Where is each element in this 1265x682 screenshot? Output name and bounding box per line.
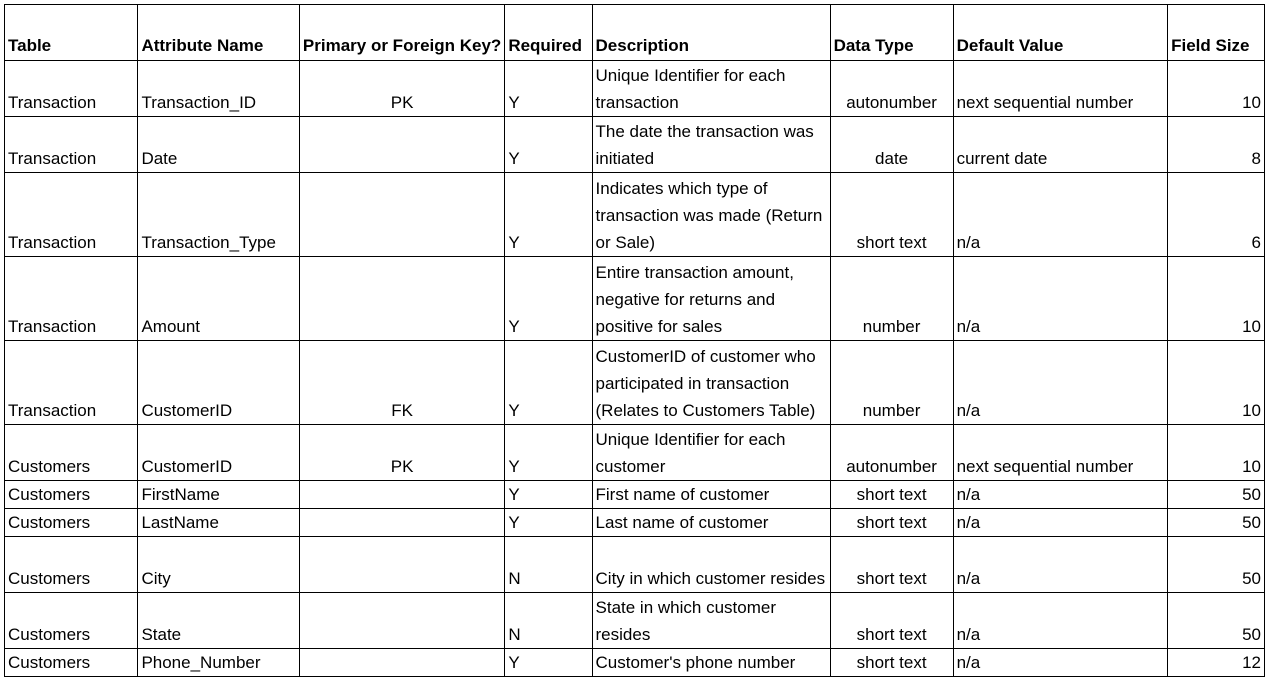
column-header-table: Table — [5, 5, 138, 61]
cell-key: FK — [299, 341, 504, 425]
column-header-attribute-name: Attribute Name — [138, 5, 299, 61]
cell-description: CustomerID of customer who participated in transaction (Relates to Customers Table) — [592, 341, 830, 425]
cell-attribute: CustomerID — [138, 425, 299, 481]
cell-data-type: short text — [830, 481, 953, 509]
cell-attribute: Transaction_ID — [138, 61, 299, 117]
cell-description: The date the transaction was initiated — [592, 117, 830, 173]
cell-field-size: 10 — [1168, 257, 1265, 341]
cell-attribute: State — [138, 593, 299, 649]
cell-required: Y — [505, 649, 592, 677]
column-header-default-value: Default Value — [953, 5, 1168, 61]
cell-default-value: n/a — [953, 509, 1168, 537]
cell-description: Customer's phone number — [592, 649, 830, 677]
cell-default-value: n/a — [953, 649, 1168, 677]
cell-default-value: n/a — [953, 537, 1168, 593]
column-header-data-type: Data Type — [830, 5, 953, 61]
column-header-description: Description — [592, 5, 830, 61]
cell-key — [299, 649, 504, 677]
cell-field-size: 12 — [1168, 649, 1265, 677]
cell-required: Y — [505, 61, 592, 117]
cell-data-type: number — [830, 341, 953, 425]
table-row — [5, 537, 1265, 593]
cell-data-type: autonumber — [830, 61, 953, 117]
cell-default-value: n/a — [953, 341, 1168, 425]
table-row — [5, 61, 1265, 117]
table-row — [5, 173, 1265, 257]
cell-attribute: City — [138, 537, 299, 593]
cell-table: Transaction — [5, 257, 138, 341]
cell-table: Transaction — [5, 61, 138, 117]
table-row — [5, 481, 1265, 509]
cell-data-type: short text — [830, 537, 953, 593]
cell-table: Customers — [5, 481, 138, 509]
cell-default-value: current date — [953, 117, 1168, 173]
cell-required: Y — [505, 117, 592, 173]
column-header-required: Required — [505, 5, 592, 61]
cell-table: Customers — [5, 537, 138, 593]
cell-data-type: short text — [830, 173, 953, 257]
cell-data-type: number — [830, 257, 953, 341]
cell-data-type: short text — [830, 649, 953, 677]
cell-field-size: 10 — [1168, 425, 1265, 481]
data-dictionary-table — [4, 4, 1265, 677]
cell-key — [299, 537, 504, 593]
cell-description: State in which customer resides — [592, 593, 830, 649]
cell-data-type: short text — [830, 593, 953, 649]
data-dictionary — [4, 4, 1265, 677]
cell-attribute: FirstName — [138, 481, 299, 509]
cell-table: Transaction — [5, 173, 138, 257]
cell-default-value: n/a — [953, 481, 1168, 509]
cell-field-size: 10 — [1168, 341, 1265, 425]
cell-table: Customers — [5, 593, 138, 649]
header-row — [5, 5, 1265, 61]
cell-default-value: next sequential number — [953, 61, 1168, 117]
cell-key: PK — [299, 61, 504, 117]
cell-data-type: short text — [830, 509, 953, 537]
cell-attribute: CustomerID — [138, 341, 299, 425]
cell-required: Y — [505, 509, 592, 537]
cell-default-value: n/a — [953, 257, 1168, 341]
cell-default-value: next sequential number — [953, 425, 1168, 481]
cell-description: Entire transaction amount, negative for returns and positive for sales — [592, 257, 830, 341]
table-row — [5, 649, 1265, 677]
table-row — [5, 593, 1265, 649]
cell-required: N — [505, 537, 592, 593]
cell-key — [299, 509, 504, 537]
table-row — [5, 341, 1265, 425]
cell-description: Last name of customer — [592, 509, 830, 537]
table-row — [5, 117, 1265, 173]
cell-attribute: Date — [138, 117, 299, 173]
cell-description: Unique Identifier for each transaction — [592, 61, 830, 117]
cell-table: Customers — [5, 649, 138, 677]
cell-required: N — [505, 593, 592, 649]
cell-data-type: date — [830, 117, 953, 173]
cell-description: Indicates which type of transaction was made (Return or Sale) — [592, 173, 830, 257]
cell-table: Transaction — [5, 117, 138, 173]
cell-key — [299, 173, 504, 257]
column-header-field-size: Field Size — [1168, 5, 1265, 61]
cell-field-size: 50 — [1168, 593, 1265, 649]
cell-attribute: Transaction_Type — [138, 173, 299, 257]
cell-field-size: 6 — [1168, 173, 1265, 257]
cell-field-size: 10 — [1168, 61, 1265, 117]
table-row — [5, 425, 1265, 481]
cell-table: Customers — [5, 425, 138, 481]
cell-key — [299, 117, 504, 173]
cell-field-size: 50 — [1168, 509, 1265, 537]
cell-data-type: autonumber — [830, 425, 953, 481]
cell-table: Customers — [5, 509, 138, 537]
cell-field-size: 8 — [1168, 117, 1265, 173]
column-header-key: Primary or Foreign Key? — [299, 5, 504, 61]
table-row — [5, 257, 1265, 341]
cell-attribute: Amount — [138, 257, 299, 341]
cell-field-size: 50 — [1168, 481, 1265, 509]
cell-key — [299, 257, 504, 341]
cell-default-value: n/a — [953, 173, 1168, 257]
cell-key — [299, 593, 504, 649]
cell-description: First name of customer — [592, 481, 830, 509]
cell-field-size: 50 — [1168, 537, 1265, 593]
table-row — [5, 509, 1265, 537]
cell-required: Y — [505, 257, 592, 341]
cell-table: Transaction — [5, 341, 138, 425]
cell-attribute: LastName — [138, 509, 299, 537]
cell-attribute: Phone_Number — [138, 649, 299, 677]
cell-required: Y — [505, 425, 592, 481]
cell-required: Y — [505, 341, 592, 425]
cell-description: City in which customer resides — [592, 537, 830, 593]
cell-key — [299, 481, 504, 509]
cell-required: Y — [505, 173, 592, 257]
cell-description: Unique Identifier for each customer — [592, 425, 830, 481]
cell-default-value: n/a — [953, 593, 1168, 649]
cell-key: PK — [299, 425, 504, 481]
cell-required: Y — [505, 481, 592, 509]
